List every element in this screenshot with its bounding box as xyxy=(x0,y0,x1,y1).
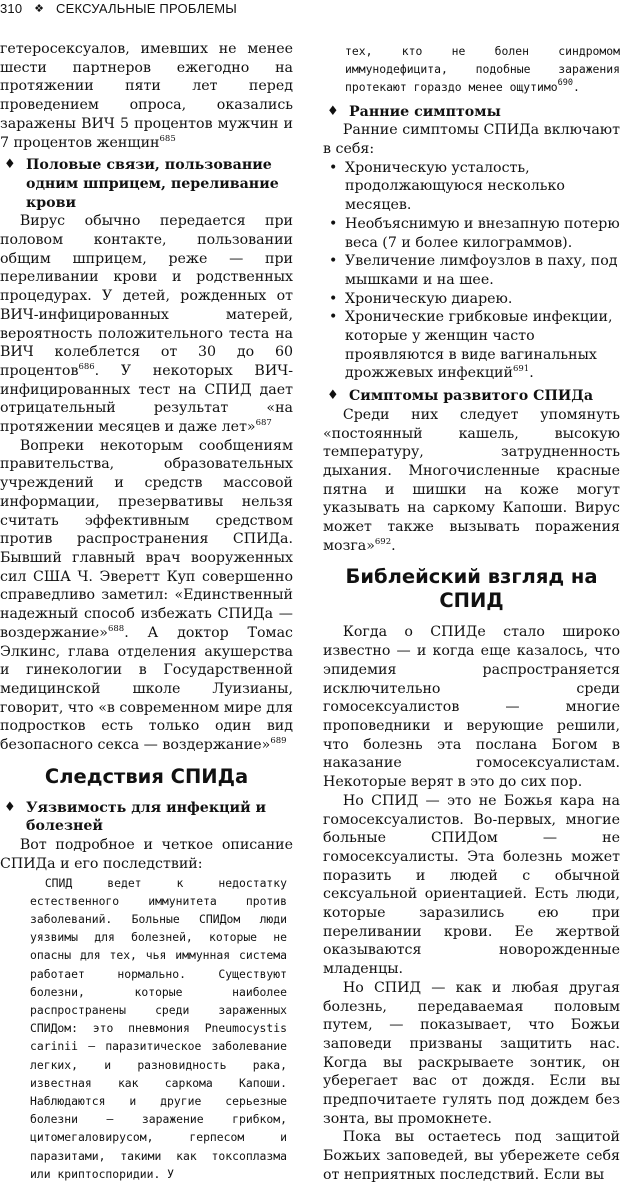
block-quote-continuation: тех, кто не болен синдромом иммунодефицита, подобные заражения протекают гораздо менее ощутимо$^{690}$. xyxy=(345,44,620,95)
running-header xyxy=(0,0,620,20)
paragraph: Пока вы остаетесь под защитой Божьих заповедей, вы убережете себя от неприятных последствий. Если вы xyxy=(323,1129,620,1183)
section-title: СЕКСУАЛЬНЫЕ ПРОБЛЕМЫ xyxy=(55,1,237,17)
diamond-bullet-icon: ♦ xyxy=(4,157,16,173)
right-column xyxy=(323,42,620,1185)
list-item: • Хронические грибковые инфекции, которые у женщин часто проявляются в виде вагинальных дрожжевых инфекций$^{691}$. xyxy=(329,309,613,382)
paragraph: Вопреки некоторым сообщениям правительства, образовательных учреждений и средств массовой информации, презервативы нельзя считать эффективным средством против распространения СПИДа. Бывший главный врач вооруженных сил США Ч. Эверетт Куп совершенно справедливо заметил: «Единственный надежный способ избежать СПИДа — воздержание»$^{688}$. А доктор Томас Элкинс, глава отделения акушерства и гинекологии в Государственной медицинской школе Луизианы, говорит, что «в современном мире для подростков есть только один вид безопасного секса — воздержание»$^{689}$ xyxy=(0,437,293,754)
subheading: ♦ Уязвимость для инфекций и болезней xyxy=(4,799,267,835)
list-item: • Необъяснимую и внезапную потерю веса (7 и более килограммов). xyxy=(329,215,620,251)
list-item: • Хроническую диарею. xyxy=(329,290,513,307)
paragraph: гетеросексуалов, имевших не менее шести партнеров ежегодно на протяжении пяти лет перед проведением опроса, оказались заражены ВИЧ 5 процентов мужчин и 7 процентов женщин$^{685}$ xyxy=(0,41,293,151)
paragraph: Среди них следует упомянуть «постоянный кашель, высокую температуру, затрудненность дыхания. Многочисленные красные пятна и шишки на коже могут указывать на саркому Капоши. Вирус может также вызывать поражения мозга»$^{692}$. xyxy=(323,406,620,554)
footnote-ref: 688 xyxy=(107,623,125,634)
footnote-ref: 689 xyxy=(270,736,287,747)
subheading: ♦ Симптомы развитого СПИДа xyxy=(327,388,594,405)
bullet-icon: • xyxy=(329,215,338,232)
bullet-icon: • xyxy=(329,290,338,307)
bullet-icon: • xyxy=(329,159,338,176)
header-ornament-icon: ❖ xyxy=(34,3,45,16)
block-quote: СПИД ведет к недостатку естественного иммунитета против заболеваний. Больные СПИДом люди уязвимы для болезней, которые не опасны для тех, чья иммунная система работает нормально. Существуют болезни, которые наиболее распространены среди зараженных СПИДом: это пневмония Pneumocystis carinii — паразитическое заболевание легких, и разновидность рака, известная как саркома Капоши. Наблюдаются и другие серьезные болезни — заражение грибком, цитомегаловирусом, герпесом и паразитами, такими как токсоплазма или криптоспоридии. У xyxy=(30,875,287,1181)
bullet-icon: • xyxy=(329,253,338,270)
page-number: 310 xyxy=(0,1,23,17)
section-heading: Следствия СПИДа xyxy=(44,764,249,788)
footnote-ref: 692 xyxy=(374,536,392,547)
paragraph: Ранние симптомы СПИДа включают в себя: xyxy=(323,122,620,158)
paragraph: Но СПИД — как и любая другая болезнь, передаваемая половым путем, — показывает, что Божьи заповеди призваны защитить нас. Когда вы раскрываете зонтик, он уберегает вас от дождя. Если вы предпочитаете гулять под дождем без зонта, вы промокнете. xyxy=(323,979,620,1127)
diamond-bullet-icon: ♦ xyxy=(4,799,16,815)
diamond-bullet-icon: ♦ xyxy=(327,103,339,119)
paragraph: Вот подробное и четкое описание СПИДа и его последствий: xyxy=(0,837,293,872)
bullet-icon: • xyxy=(329,309,338,326)
subheading: ♦ Ранние симптомы xyxy=(327,103,501,120)
subheading: ♦ Половые связи, пользование одним шприцем, переливание крови xyxy=(4,157,279,211)
paragraph: Когда о СПИДе стало широко известно — и когда еще казалось, что эпидемия распространяется исключительно среди гомосексуалистов — многие проповедники и верующие решили, что болезнь эта послана Богом в наказание гомосексуалистам. Некоторые верят в это до сих пор. xyxy=(323,624,620,791)
footnote-ref: 691 xyxy=(512,364,530,375)
footnote-ref: 690 xyxy=(557,78,573,89)
section-heading: Библейский взгляд на СПИД xyxy=(345,565,598,613)
symptom-list xyxy=(323,159,620,383)
left-column xyxy=(0,40,293,1183)
footnote-ref: 686 xyxy=(78,361,95,372)
footnote-ref: 687 xyxy=(255,418,272,429)
diamond-bullet-icon: ♦ xyxy=(327,388,339,404)
paragraph: Вирус обычно передается при половом контакте, пользовании общим шприцем, реже — при переливании крови и родственных процедурах. У детей, рожденных от ВИЧ-инфицированных матерей, вероятность положительного теста на ВИЧ колеблется от 30 до 60 процентов$^{686}$. У некоторых ВИЧ-инфицированных тест на СПИД дает отрицательный результат «на протяжении месяцев и даже лет»$^{687}$ xyxy=(0,213,293,436)
list-item: • Увеличение лимфоузлов в паху, под мышками и на шее. xyxy=(329,253,618,288)
footnote-ref: 685 xyxy=(159,133,176,144)
list-item: • Хроническую усталость, продолжающуюся несколько месяцев. xyxy=(329,159,565,214)
paragraph: Но СПИД — это не Божья кара на гомосексуалистов. Во-первых, многие больные СПИДом — не гомосексуалисты. Эта болезнь может поразить и людей с обычной сексуальной ориентацией. Есть люди, которые заразились ею при переливании крови. Ее жертвой оказываются новорожденные младенцы. xyxy=(323,792,620,978)
